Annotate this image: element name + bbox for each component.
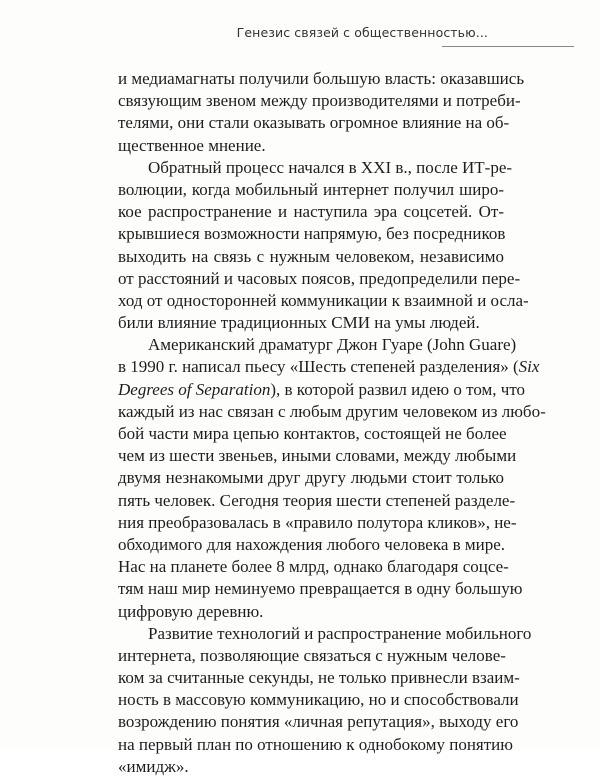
- text-line: щественное мнение.: [118, 135, 266, 155]
- text-line: связующим звеном между производителями и потреби-: [118, 91, 521, 111]
- text-line: каждый из нас связан с любым другим человеком из любо-: [118, 401, 546, 421]
- text-line: цифровую деревню.: [118, 601, 264, 621]
- text-line: чем из шести звеньев, иными словами, между любыми: [118, 446, 517, 466]
- text-line: интернета, позволяющие связаться с нужным челове-: [118, 645, 506, 665]
- header-rule: [442, 46, 574, 47]
- text-line: ход от односторонней коммуникации к взаимной и осла-: [118, 290, 529, 310]
- text-line: Нас на планете более 8 млрд, однако благодаря соцсе-: [118, 557, 509, 577]
- text-line: кое распространение и наступила эра соцсетей. От-: [118, 202, 504, 222]
- text-line: Degrees of Separation), в которой развил идею о том, что: [118, 379, 526, 399]
- text-line: на первый план по отношению к однобокому понятию: [118, 734, 513, 754]
- text-line: ния преобразовалась в «правило полутора кликов», не-: [118, 512, 517, 532]
- paragraph-4: [118, 623, 532, 778]
- text-line: от расстояний и часовых поясов, предопределили пере-: [118, 268, 521, 288]
- text-line: выходить на связь с нужным человеком, независимо: [118, 246, 504, 266]
- text-line: Обратный процесс начался в XXI в., после ИТ-ре-: [148, 157, 513, 177]
- text-line: били влияние традиционных СМИ на умы людей.: [118, 313, 480, 333]
- text-line: обходимого для нахождения любого человека в мире.: [118, 534, 506, 554]
- paragraph-2: [118, 157, 529, 335]
- text-line: пять человек. Сегодня теория шести степеней разделе-: [118, 490, 516, 510]
- paragraph-1: [118, 68, 525, 157]
- running-header: Генезис связей с общественностью...: [236, 25, 488, 40]
- text-line: крывшиеся возможности напрямую, без посредников: [118, 224, 506, 244]
- text-line: ность в массовую коммуникацию, но и способствовали: [118, 690, 519, 710]
- paragraph-3: [118, 334, 546, 622]
- text-line: и медиамагнаты получили большую власть: оказавшись: [118, 69, 525, 88]
- text-line: бой части мира цепью контактов, состоящей не более: [118, 424, 507, 443]
- text-line: волюции, когда мобильный интернет получил широ-: [118, 179, 504, 199]
- text-line: телями, они стали оказывать огромное влияние на об-: [118, 113, 510, 133]
- text-line: возрождению понятия «личная репутация», выходу его: [118, 712, 519, 732]
- text-line: ком за считанные секунды, не только привнесли взаим-: [118, 668, 520, 688]
- text-line: Американский драматург Джон Гуаре (John Guare): [148, 335, 517, 355]
- text-line: двумя незнакомыми друг другу людьми стоит только: [118, 468, 504, 488]
- text-line: тям наш мир неминуемо превращается в одну большую: [118, 579, 523, 599]
- body-text: [118, 68, 546, 778]
- text-line: «имидж».: [118, 756, 189, 776]
- text-line: Развитие технологий и распространение мобильного: [148, 623, 532, 643]
- text-line: в 1990 г. написал пьесу «Шесть степеней разделения» (Six: [118, 357, 540, 377]
